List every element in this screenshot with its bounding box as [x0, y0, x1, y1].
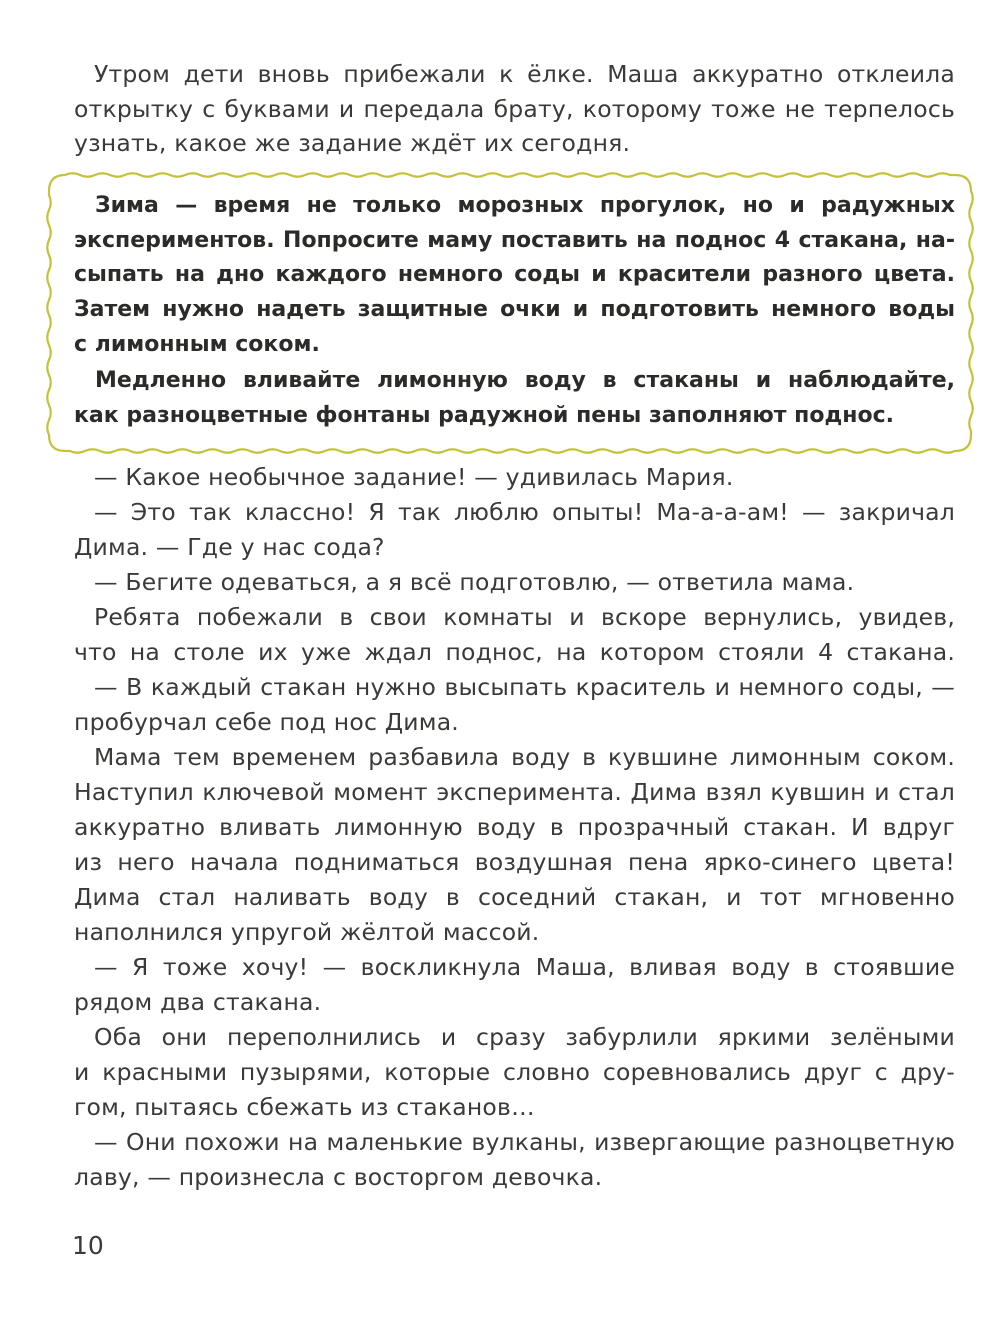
task-box-line: Затем нужно надеть защитные очки и подготовить немного воды — [74, 297, 955, 322]
task-box-line: Зима — время не только морозных прогулок, но и радужных — [95, 193, 955, 218]
story-line: Дима стал наливать воду в соседний стакан, и тот мгновенно — [74, 883, 955, 911]
intro-line: узнать, какое же задание ждёт их сегодня. — [74, 129, 631, 157]
story-line: рядом два стакана. — [74, 988, 322, 1016]
task-box-line: с лимонным соком. — [74, 332, 320, 357]
story-line: гом, пытаясь сбежать из стаканов… — [74, 1093, 535, 1121]
intro-line: Утром дети вновь прибежали к ёлке. Маша аккуратно отклеила — [94, 60, 955, 88]
story-line: наполнился упругой жёлтой массой. — [74, 918, 540, 946]
story-line: Наступил ключевой момент эксперимента. Дима взял кувшин и стал — [74, 778, 955, 806]
story-line: Оба они переполнились и сразу забурлили яркими зелёными — [94, 1023, 955, 1051]
story-line: — Они похожи на маленькие вулканы, извергающие разноцветную — [94, 1128, 955, 1156]
story-line: лаву, — произнесла с восторгом девочка. — [74, 1163, 603, 1191]
story-line: что на столе их уже ждал поднос, на котором стояли 4 стакана. — [74, 638, 955, 666]
task-box-line: Медленно вливайте лимонную воду в стаканы и наблюдайте, — [95, 368, 955, 393]
intro-line: открытку с буквами и передала брату, которому тоже не терпелось — [74, 95, 955, 123]
story-line: и красными пузырями, которые словно соревновались друг с дру- — [74, 1058, 955, 1086]
story-line: — Я тоже хочу! — воскликнула Маша, вливая воду в стоявшие — [94, 953, 955, 981]
page-number: 10 — [72, 1231, 104, 1260]
story-line: из него начала подниматься воздушная пена ярко-синего цвета! — [74, 848, 955, 876]
task-box-line: экспериментов. Попросите маму поставить на поднос 4 стакана, на- — [74, 228, 955, 253]
task-box-line: сыпать на дно каждого немного соды и красители разного цвета. — [74, 262, 955, 287]
story-line: Мама тем временем разбавила воду в кувшине лимонным соком. — [94, 743, 955, 771]
task-box-line: как разноцветные фонтаны радужной пены заполняют поднос. — [74, 403, 894, 428]
story-line: пробурчал себе под нос Дима. — [74, 708, 459, 736]
story-line: Дима. — Где у нас сода? — [74, 533, 385, 561]
story-line: — В каждый стакан нужно высыпать краситель и немного соды, — — [94, 673, 955, 701]
story-line: Ребята побежали в свои комнаты и вскоре вернулись, увидев, — [94, 603, 955, 631]
story-line: — Бегите одеваться, а я всё подготовлю, — ответила мама. — [94, 568, 855, 596]
story-line: аккуратно вливать лимонную воду в прозрачный стакан. И вдруг — [74, 813, 955, 841]
story-line: — Это так классно! Я так люблю опыты! Ма-а-а-ам! — закричал — [94, 498, 955, 526]
story-line: — Какое необычное задание! — удивилась Мария. — [94, 463, 734, 491]
